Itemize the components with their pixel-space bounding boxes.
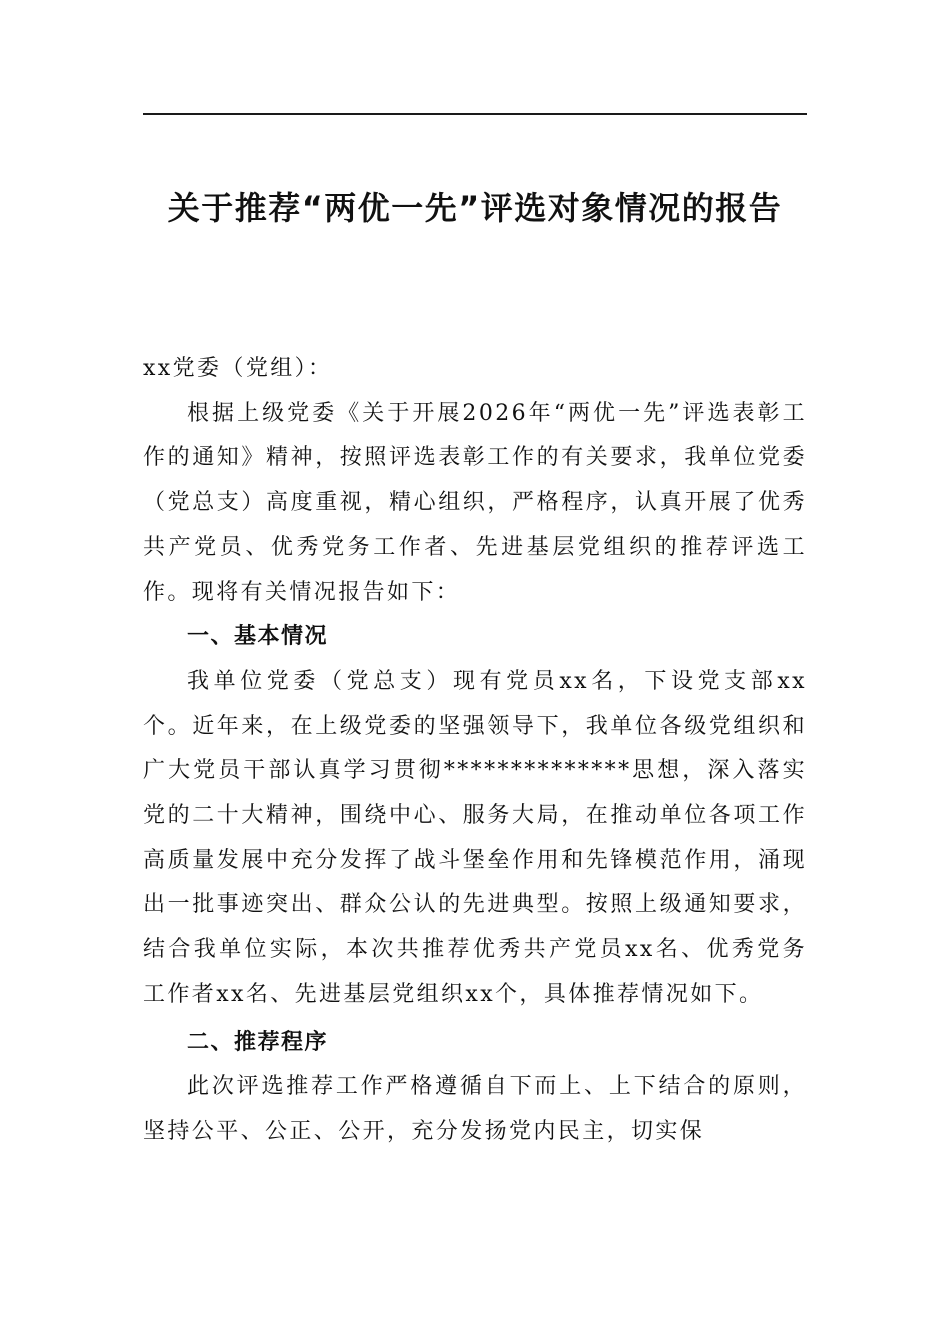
document-body bbox=[143, 347, 807, 1155]
basic-situation-paragraph: 我单位党委（党总支）现有党员xx名，下设党支部xx个。近年来，在上级党委的坚强领导下，我单位各级党组织和广大党员干部认真学习贯彻**************思想，深入落实党的二十大精神，围绕中心、服务大局，在推动单位各项工作高质量发展中充分发挥了战斗堡垒作用和先锋模范作用，涌现出一批事迹突出、群众公认的先进典型。按照上级通知要求，结合我单位实际，本次共推荐优秀共产党员xx名、优秀党务工作者xx名、先进基层党组织xx个，具体推荐情况如下。 bbox=[143, 668, 807, 1007]
section-heading-procedure: 二、推荐程序 bbox=[187, 1029, 329, 1055]
section-heading-basic: 一、基本情况 bbox=[187, 624, 329, 650]
salutation: xx党委（党组）： bbox=[143, 356, 333, 381]
procedure-paragraph: 此次评选推荐工作严格遵循自下而上、上下结合的原则，坚持公平、公正、公开，充分发扬党内民主，切实保 bbox=[143, 1074, 807, 1144]
intro-paragraph: 根据上级党委《关于开展2026年“两优一先”评选表彰工作的通知》精神，按照评选表彰工作的有关要求，我单位党委（党总支）高度重视，精心组织，严格程序，认真开展了优秀共产党员、优秀党务工作者、先进基层党组织的推荐评选工作。现将有关情况报告如下： bbox=[143, 400, 807, 605]
document-title: 关于推荐“两优一先”评选对象情况的报告 bbox=[167, 189, 783, 227]
header-rule bbox=[143, 113, 807, 115]
